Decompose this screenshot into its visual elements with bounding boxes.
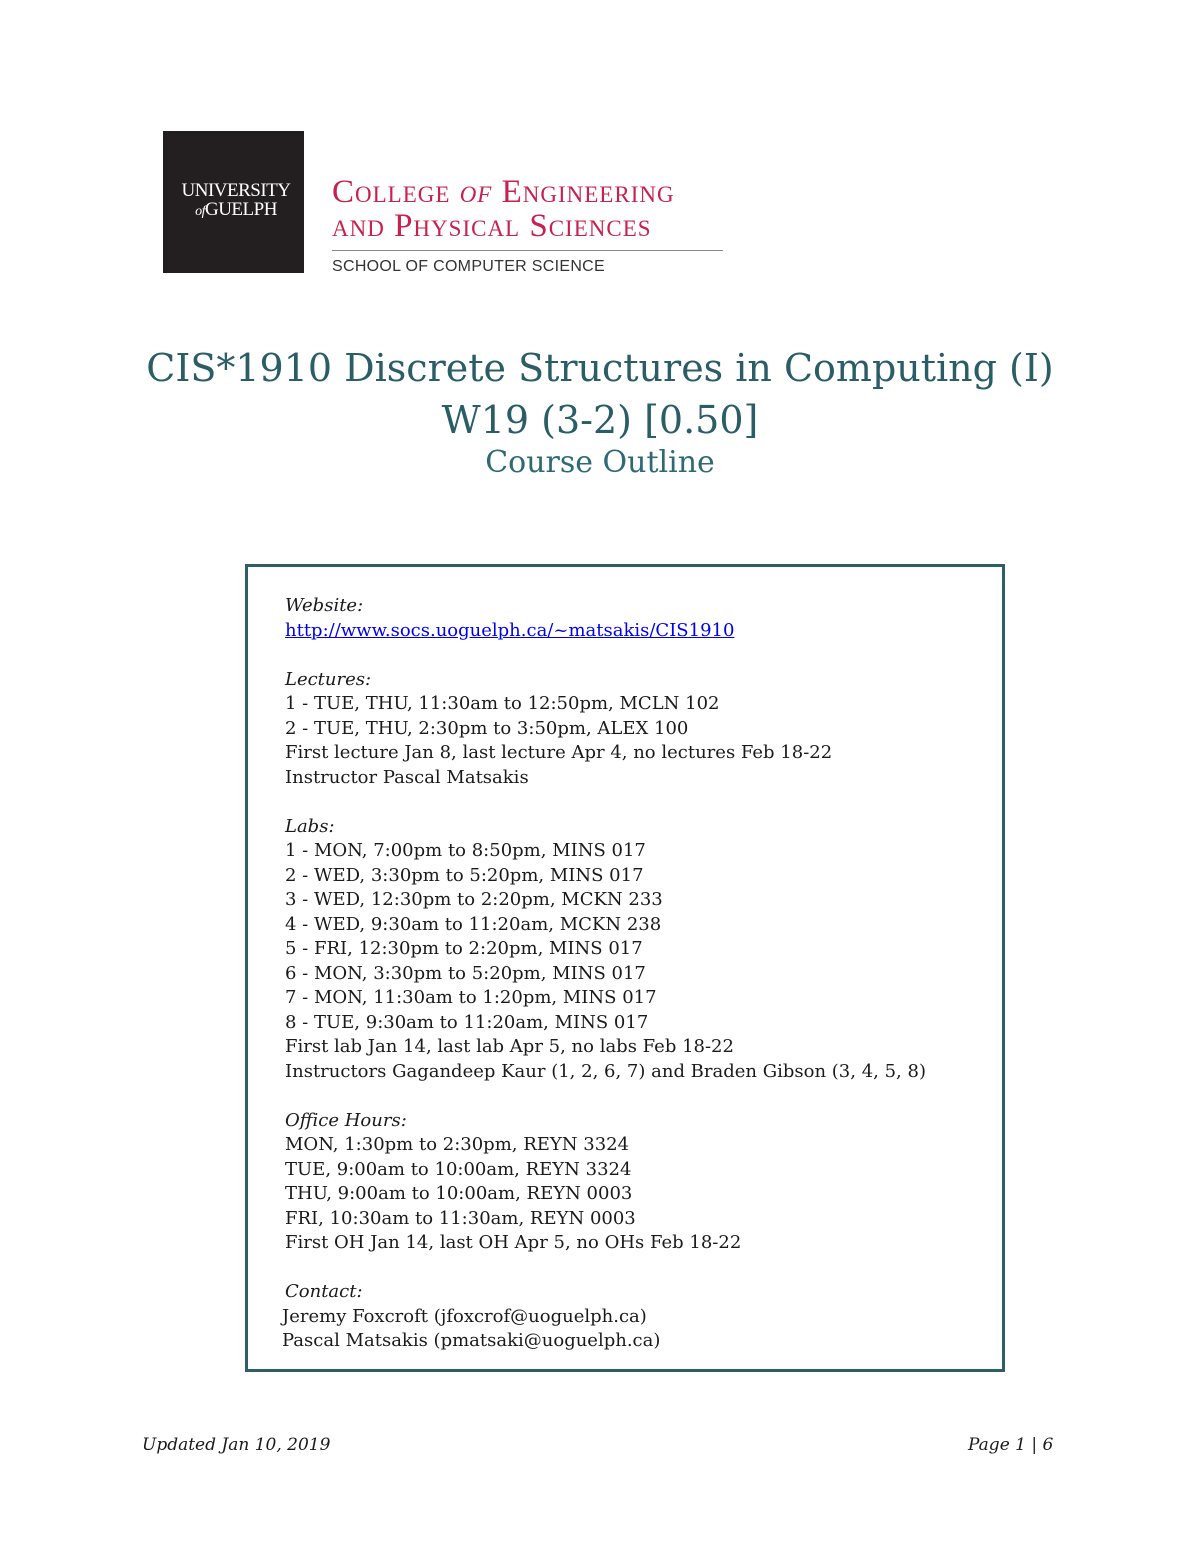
lecture-line: 1 - TUE, THU, 11:30am to 12:50pm, MCLN 102 [285,693,720,714]
lab-line: 5 - FRI, 12:30pm to 2:20pm, MINS 017 [285,938,643,959]
school-name: SCHOOL OF COMPUTER SCIENCE [332,258,606,275]
labs-heading: Labs: [285,815,335,837]
footer-page-number: Page 1 | 6 [968,1435,1054,1455]
logo-guelph: GUELPH [204,199,277,220]
logo-line-1: UNIVERSITY [181,180,291,201]
university-logo [163,131,304,273]
lab-line: 2 - WED, 3:30pm to 5:20pm, MINS 017 [285,864,644,886]
office-hours-heading: Office Hours: [285,1109,407,1131]
lecture-line: 2 - TUE, THU, 2:30pm to 3:50pm, ALEX 100 [285,717,689,739]
labs-section [285,815,926,1085]
lab-line: First lab Jan 14, last lab Apr 5, no labs Feb 18-22 [285,1036,734,1057]
office-hours-section [285,1109,926,1256]
office-hours-line: First OH Jan 14, last OH Apr 5, no OHs Feb 18-22 [285,1232,742,1253]
course-outline-label: Course Outline [485,445,715,480]
footer-updated: Updated Jan 10, 2019 [142,1435,331,1455]
lab-line: 6 - MON, 3:30pm to 5:20pm, MINS 017 [285,962,646,984]
college-engineering: Engineering [492,174,675,210]
contact-heading: Contact: [285,1281,363,1302]
college-of: of [459,174,493,210]
course-term: W19 (3-2) [0.50] [441,398,759,442]
office-hours-line: FRI, 10:30am to 11:30am, REYN 0003 [285,1207,636,1229]
university-logo-text [175,181,297,221]
lecture-line: First lecture Jan 8, last lecture Apr 4, no lectures Feb 18-22 [285,742,833,763]
course-info-box [245,564,1005,1372]
lectures-heading: Lectures: [285,668,372,690]
logo-of: of [195,204,205,219]
course-title: CIS*1910 Discrete Structures in Computing (I) [146,346,1054,390]
lab-line: 8 - TUE, 9:30am to 11:20am, MINS 017 [285,1011,649,1033]
office-hours-line: THU, 9:00am to 10:00am, REYN 0003 [285,1183,633,1204]
lecture-line: Instructor Pascal Matsakis [285,766,529,788]
lab-line: Instructors Gagandeep Kaur (1, 2, 6, 7) and Braden Gibson (3, 4, 5, 8) [285,1060,926,1082]
contact-line: Jeremy Foxcroft (jfoxcrof@uoguelph.ca) [282,1305,647,1327]
website-section [285,594,926,643]
course-info-content [282,594,926,1378]
lab-line: 3 - WED, 12:30pm to 2:20pm, MCKN 233 [285,889,663,910]
office-hours-line: MON, 1:30pm to 2:30pm, REYN 3324 [285,1134,630,1155]
college-line-2: and Physical Sciences [332,208,652,244]
lab-line: 1 - MON, 7:00pm to 8:50pm, MINS 017 [285,840,646,861]
logo-line-2 [175,200,297,221]
contact-section [282,1280,926,1354]
college-name [332,175,675,243]
header-divider [332,250,723,251]
college-word: College [332,174,460,210]
college-line-1 [332,175,675,209]
lab-line: 7 - MON, 11:30am to 1:20pm, MINS 017 [285,987,657,1008]
office-hours-line: TUE, 9:00am to 10:00am, REYN 3324 [285,1158,632,1180]
lectures-section [285,668,926,791]
website-link[interactable]: http://www.socs.uoguelph.ca/~matsakis/CIS1910 [285,619,735,641]
lab-line: 4 - WED, 9:30am to 11:20am, MCKN 238 [285,913,662,935]
website-heading: Website: [285,595,364,616]
contact-line: Pascal Matsakis (pmatsaki@uoguelph.ca) [282,1330,661,1351]
